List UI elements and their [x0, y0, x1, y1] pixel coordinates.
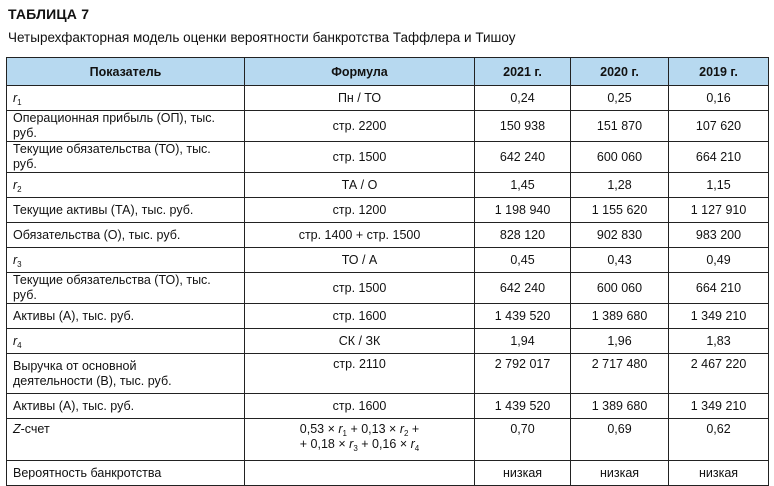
- row-formula: стр. 2200: [245, 111, 475, 142]
- table-row: [7, 86, 769, 111]
- value-2019: 0,49: [669, 248, 769, 273]
- value-2019: 0,16: [669, 86, 769, 111]
- value-2019: низкая: [669, 461, 769, 486]
- row-label: Активы (А), тыс. руб.: [7, 394, 245, 419]
- row-formula: стр. 1200: [245, 198, 475, 223]
- value-2019: 1 349 210: [669, 394, 769, 419]
- value-2021: 1 439 520: [475, 304, 571, 329]
- row-label: $r_4$: [7, 329, 245, 354]
- row-label: Вероятность банкротства: [7, 461, 245, 486]
- table-row: [7, 198, 769, 223]
- row-formula: стр. 1500: [245, 273, 475, 304]
- value-2019: 0,62: [669, 419, 769, 461]
- row-label: Операционная прибыль (ОП), тыс. руб.: [7, 111, 245, 142]
- value-2021: 1 439 520: [475, 394, 571, 419]
- value-2020: 2 717 480: [571, 354, 669, 394]
- bankruptcy-model-table: [6, 57, 769, 486]
- value-2019: 1,15: [669, 173, 769, 198]
- value-2019: 1,83: [669, 329, 769, 354]
- value-2021: 0,70: [475, 419, 571, 461]
- row-label: Текущие обязательства (ТО), тыс. руб.: [7, 273, 245, 304]
- value-2020: 0,43: [571, 248, 669, 273]
- table-row: [7, 304, 769, 329]
- header-indicator: Показатель: [7, 58, 245, 86]
- value-2021: 150 938: [475, 111, 571, 142]
- row-label: Текущие обязательства (ТО), тыс. руб.: [7, 142, 245, 173]
- value-2021: 1 198 940: [475, 198, 571, 223]
- value-2021: 2 792 017: [475, 354, 571, 394]
- value-2019: 664 210: [669, 273, 769, 304]
- value-2020: 600 060: [571, 273, 669, 304]
- value-2021: 642 240: [475, 273, 571, 304]
- header-2019: 2019 г.: [669, 58, 769, 86]
- value-2021: 0,24: [475, 86, 571, 111]
- value-2019: 2 467 220: [669, 354, 769, 394]
- value-2021: 642 240: [475, 142, 571, 173]
- row-label: Выручка от основной деятельности (В), тыс. руб.: [7, 354, 245, 394]
- row-formula: СК / ЗК: [245, 329, 475, 354]
- value-2020: 902 830: [571, 223, 669, 248]
- table-row: [7, 248, 769, 273]
- row-formula: ТА / О: [245, 173, 475, 198]
- table-row: [7, 354, 769, 394]
- table-row: [7, 223, 769, 248]
- header-formula: Формула: [245, 58, 475, 86]
- value-2020: 1 389 680: [571, 304, 669, 329]
- table-title: ТАБЛИЦА 7: [8, 6, 90, 22]
- value-2021: 1,94: [475, 329, 571, 354]
- row-formula: стр. 2110: [245, 354, 475, 394]
- table-subtitle: Четырехфакторная модель оценки вероятности банкротства Таффлера и Тишоу: [8, 30, 516, 45]
- row-formula: [245, 461, 475, 486]
- row-formula: стр. 1600: [245, 394, 475, 419]
- row-label: Активы (А), тыс. руб.: [7, 304, 245, 329]
- row-formula: стр. 1500: [245, 142, 475, 173]
- row-formula: стр. 1600: [245, 304, 475, 329]
- value-2021: низкая: [475, 461, 571, 486]
- value-2021: 0,45: [475, 248, 571, 273]
- row-label: $r_3$: [7, 248, 245, 273]
- header-row: [7, 58, 769, 86]
- row-formula: Пн / ТО: [245, 86, 475, 111]
- table-row: [7, 461, 769, 486]
- value-2021: 1,45: [475, 173, 571, 198]
- row-label: Z-счет: [7, 419, 245, 461]
- value-2020: 0,69: [571, 419, 669, 461]
- value-2020: 1,28: [571, 173, 669, 198]
- header-2020: 2020 г.: [571, 58, 669, 86]
- value-2021: 828 120: [475, 223, 571, 248]
- table-row: [7, 329, 769, 354]
- row-label: $r_2$: [7, 173, 245, 198]
- row-label: Текущие активы (ТА), тыс. руб.: [7, 198, 245, 223]
- table-row: [7, 419, 769, 461]
- row-label: $r_1$: [7, 86, 245, 111]
- table-row: [7, 273, 769, 304]
- value-2020: 0,25: [571, 86, 669, 111]
- value-2020: низкая: [571, 461, 669, 486]
- value-2019: 983 200: [669, 223, 769, 248]
- row-formula: стр. 1400 + стр. 1500: [245, 223, 475, 248]
- value-2020: 151 870: [571, 111, 669, 142]
- value-2020: 600 060: [571, 142, 669, 173]
- header-2021: 2021 г.: [475, 58, 571, 86]
- value-2019: 107 620: [669, 111, 769, 142]
- value-2020: 1,96: [571, 329, 669, 354]
- row-formula: ТО / А: [245, 248, 475, 273]
- table-row: [7, 394, 769, 419]
- value-2019: 1 127 910: [669, 198, 769, 223]
- table-row: [7, 111, 769, 142]
- z-score-formula: $0,53 \times r_1 + 0,13 \times r_2$ + + $0,18 \times r_3 + 0,16 \times r_4$: [245, 419, 475, 461]
- row-label: Обязательства (О), тыс. руб.: [7, 223, 245, 248]
- table-row: [7, 173, 769, 198]
- value-2019: 1 349 210: [669, 304, 769, 329]
- value-2020: 1 155 620: [571, 198, 669, 223]
- value-2020: 1 389 680: [571, 394, 669, 419]
- table-row: [7, 142, 769, 173]
- value-2019: 664 210: [669, 142, 769, 173]
